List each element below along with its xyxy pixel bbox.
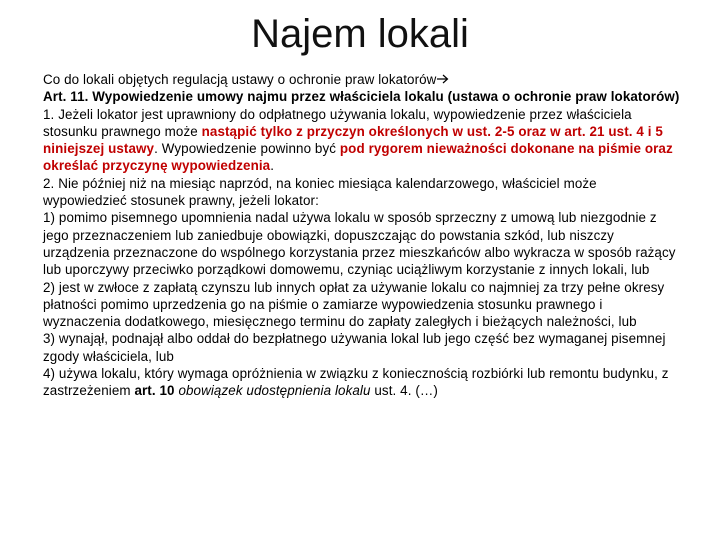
list-item-2: 2) jest w zwłoce z zapłatą czynszu lub innych opłat za używanie lokalu co najmniej za trzy pełne okresy płatności pomimo uprzedzenia go na piśmie o zamiarze wypowiedzenia stosunku prawnego i wyznaczenia dodatkowego, miesięcznego terminu do zapłaty zaległych i bieżących należności, lub xyxy=(43,279,665,330)
paragraph-1-mid: . Wypowiedzenie powinno być xyxy=(154,141,340,157)
paragraph-1 xyxy=(43,106,683,175)
list-item-4-end: ust. 4. (…) xyxy=(370,383,438,399)
paragraph-1-highlight-1: nastąpić tylko z przyczyn określonych w ust. 2-5 oraz w art. 21 ust. 4 i 5 niniejszej ustawy xyxy=(43,123,663,157)
paragraph-2: 2. Nie później niż na miesiąc naprzód, na koniec miesiąca kalendarzowego, właściciel może wypowiedzieć stosunek prawny, jeżeli lokator: xyxy=(43,175,597,209)
list-item-1: 1) pomimo pisemnego upomnienia nadal używa lokalu w sposób sprzeczny z umową lub niezgodnie z jego przeznaczeniem lub zaniedbuje obowiązki, dopuszczając do powstania szkód, lub niszczy urządzenia przeznaczone do wspólnego korzystania przez mieszkańców albo wykracza w sposób rażący lub uporczywy przeciwko porządkowi domowemu, czyniąc uciążliwym korzystanie z innych lokali, lub xyxy=(43,210,676,278)
list-item-4-italic: obowiązek udostępnienia lokalu xyxy=(178,383,371,399)
paragraph-1-highlight-2: pod rygorem nieważności dokonane na piśmie oraz określać przyczynę wypowiedzenia xyxy=(43,141,673,174)
paragraph-1-end: . xyxy=(270,158,275,174)
intro-line xyxy=(43,71,683,88)
intro-text: Co do lokali objętych regulacją ustawy o ochronie praw lokatorów xyxy=(43,72,437,87)
right-arrow-icon xyxy=(437,71,449,88)
list-item-4-ref: art. 10 xyxy=(134,383,175,399)
paragraph-1-start: 1. Jeżeli lokator jest uprawniony do odpłatnego używania lokalu, wypowiedzenie przez właściciela stosunku prawnego może xyxy=(43,106,632,139)
list-item-4 xyxy=(43,365,683,400)
slide-body xyxy=(43,71,683,400)
slide-title: Najem lokali xyxy=(251,12,469,56)
list-item-3: 3) wynajął, podnajął albo oddał do bezpłatnego używania lokal lub jego część bez wymaganej pisemnej zgody właściciela, lub xyxy=(43,331,666,364)
article-heading: Art. 11. Wypowiedzenie umowy najmu przez właściciela lokalu (ustawa o ochronie praw lokatorów) xyxy=(43,89,680,105)
list-item-4-start: 4) używa lokalu, który wymaga opróżnienia w związku z koniecznością rozbiórki lub remontu budynku, z zastrzeżeniem xyxy=(43,366,669,399)
